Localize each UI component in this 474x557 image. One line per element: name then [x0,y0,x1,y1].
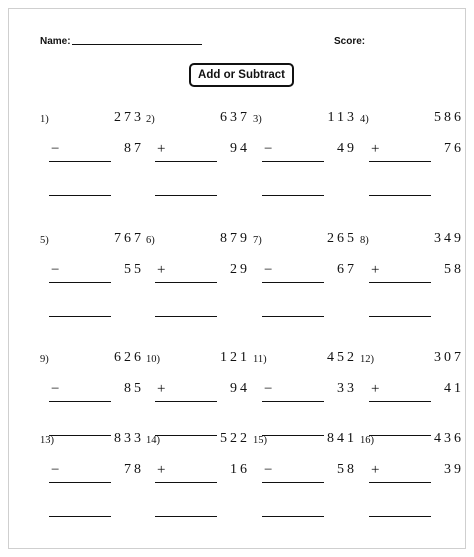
name-field-line [72,34,202,45]
top-number: 626 [114,350,144,365]
answer-line[interactable] [369,516,431,517]
problem-1 [40,110,150,210]
sum-line [262,401,324,402]
operator-sign: + [157,262,166,278]
bottom-number: 78 [124,462,144,477]
sum-line [369,161,431,162]
problem-5 [40,231,150,331]
problem-number: 2) [146,114,155,125]
top-number: 265 [327,231,357,246]
sum-line [49,161,111,162]
answer-line[interactable] [49,195,111,196]
top-number: 833 [114,431,144,446]
top-number: 841 [327,431,357,446]
sum-line [49,482,111,483]
top-number: 637 [220,110,250,125]
problem-14 [146,431,256,531]
operator-sign: − [51,462,60,478]
bottom-number: 85 [124,381,144,396]
top-number: 121 [220,350,250,365]
operator-sign: − [51,381,60,397]
sum-line [155,161,217,162]
problem-number: 10) [146,354,160,365]
bottom-number: 67 [337,262,357,277]
operator-sign: − [264,141,273,157]
answer-line[interactable] [155,316,217,317]
top-number: 879 [220,231,250,246]
operator-sign: + [371,141,380,157]
bottom-number: 39 [444,462,464,477]
sum-line [49,401,111,402]
bottom-number: 49 [337,141,357,156]
problem-number: 5) [40,235,49,246]
bottom-number: 58 [444,262,464,277]
answer-line[interactable] [369,195,431,196]
name-label: Name: [40,36,71,47]
problem-number: 3) [253,114,262,125]
top-number: 273 [114,110,144,125]
sum-line [155,282,217,283]
problem-number: 6) [146,235,155,246]
sum-line [262,282,324,283]
bottom-number: 94 [230,141,250,156]
operator-sign: − [264,381,273,397]
problem-8 [360,231,470,331]
bottom-number: 55 [124,262,144,277]
sum-line [155,482,217,483]
operator-sign: + [157,381,166,397]
problem-number: 8) [360,235,369,246]
bottom-number: 29 [230,262,250,277]
problem-15 [253,431,363,531]
sum-line [155,401,217,402]
operator-sign: − [264,462,273,478]
problem-6 [146,231,256,331]
problem-number: 7) [253,235,262,246]
top-number: 436 [434,431,464,446]
top-number: 452 [327,350,357,365]
problem-number: 1) [40,114,49,125]
top-number: 307 [434,350,464,365]
answer-line[interactable] [369,316,431,317]
top-number: 586 [434,110,464,125]
problem-16 [360,431,470,531]
problem-number: 16) [360,435,374,446]
operator-sign: + [371,381,380,397]
operator-sign: + [157,462,166,478]
problem-number: 13) [40,435,54,446]
problem-number: 9) [40,354,49,365]
bottom-number: 87 [124,141,144,156]
problem-number: 11) [253,354,267,365]
bottom-number: 33 [337,381,357,396]
bottom-number: 94 [230,381,250,396]
score-label: Score: [334,36,366,47]
sum-line [49,282,111,283]
operator-sign: + [371,462,380,478]
sum-line [369,282,431,283]
problem-number: 12) [360,354,374,365]
problem-number: 14) [146,435,160,446]
bottom-number: 58 [337,462,357,477]
worksheet-title: Add or Subtract [189,63,294,87]
answer-line[interactable] [155,516,217,517]
top-number: 522 [220,431,250,446]
sum-line [262,482,324,483]
problem-4 [360,110,470,210]
answer-line[interactable] [262,195,324,196]
operator-sign: − [51,141,60,157]
problem-7 [253,231,363,331]
answer-line[interactable] [49,316,111,317]
operator-sign: − [51,262,60,278]
top-number: 113 [327,110,357,125]
sum-line [262,161,324,162]
bottom-number: 76 [444,141,464,156]
problem-3 [253,110,363,210]
sum-line [369,401,431,402]
bottom-number: 16 [230,462,250,477]
problem-13 [40,431,150,531]
answer-line[interactable] [262,316,324,317]
problem-number: 4) [360,114,369,125]
answer-line[interactable] [262,516,324,517]
problem-2 [146,110,256,210]
bottom-number: 41 [444,381,464,396]
top-number: 349 [434,231,464,246]
operator-sign: − [264,262,273,278]
operator-sign: + [371,262,380,278]
answer-line[interactable] [49,516,111,517]
operator-sign: + [157,141,166,157]
problem-number: 15) [253,435,267,446]
sum-line [369,482,431,483]
top-number: 767 [114,231,144,246]
answer-line[interactable] [155,195,217,196]
